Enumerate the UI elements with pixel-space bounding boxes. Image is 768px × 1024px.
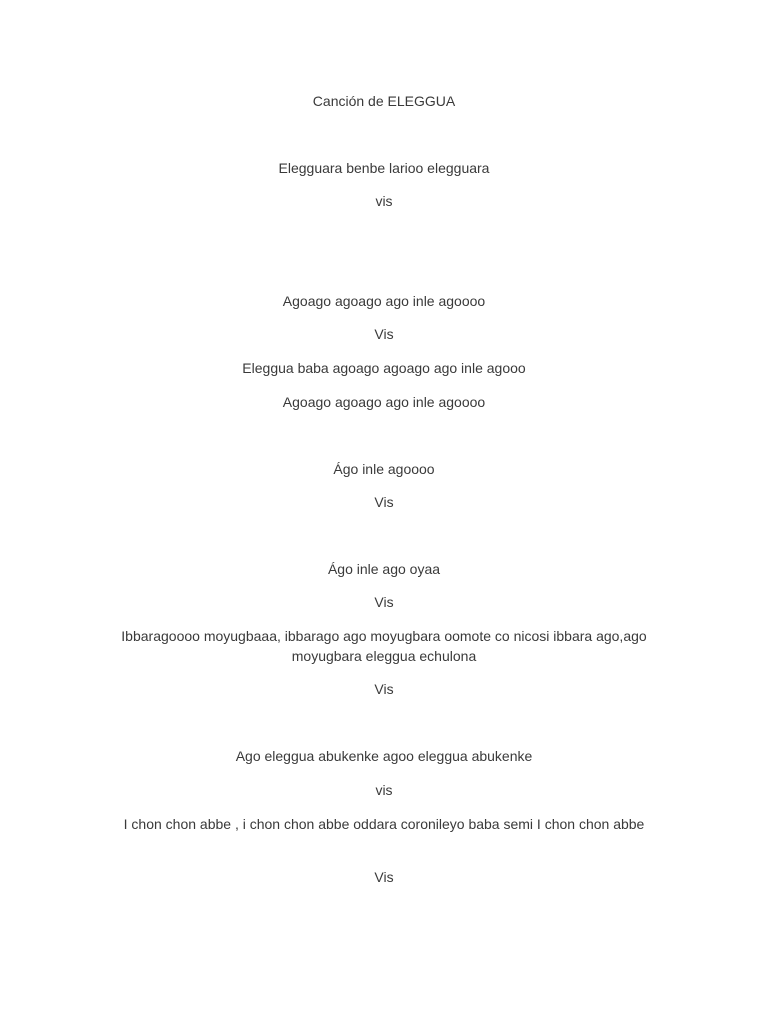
lyric-line: Agoago agoago ago inle agoooo: [282, 293, 486, 309]
lyric-line: Eleggua baba agoago agoago ago inle agooo: [242, 360, 526, 376]
lyric-line: Vis: [374, 494, 394, 510]
song-title: Canción de ELEGGUA: [312, 93, 456, 109]
lyric-line: vis: [375, 782, 393, 798]
lyric-line: Agoago agoago ago inle agoooo: [282, 394, 486, 410]
lyric-line: Vis: [374, 869, 394, 885]
lyric-line: Vis: [374, 326, 394, 342]
lyric-line: Vis: [374, 594, 394, 610]
lyric-line: Ago eleggua abukenke agoo eleggua abukenke: [235, 748, 533, 764]
lyric-paragraph: Ibbaragoooo moyugbaaa, ibbarago ago moyugbara oomote co nicosi ibbara ago,ago moyugbara eleggua echulona: [121, 628, 647, 664]
lyric-line: vis: [375, 193, 393, 209]
lyric-line: Ágo inle ago oyaa: [327, 561, 441, 577]
lyric-line: Ágo inle agoooo: [333, 461, 435, 477]
lyric-paragraph: I chon chon abbe , i chon chon abbe oddara coronileyo baba semi I chon chon abbe: [123, 816, 645, 832]
lyric-line: Vis: [374, 681, 394, 697]
lyric-line: Elegguara benbe larioo elegguara: [278, 160, 490, 176]
